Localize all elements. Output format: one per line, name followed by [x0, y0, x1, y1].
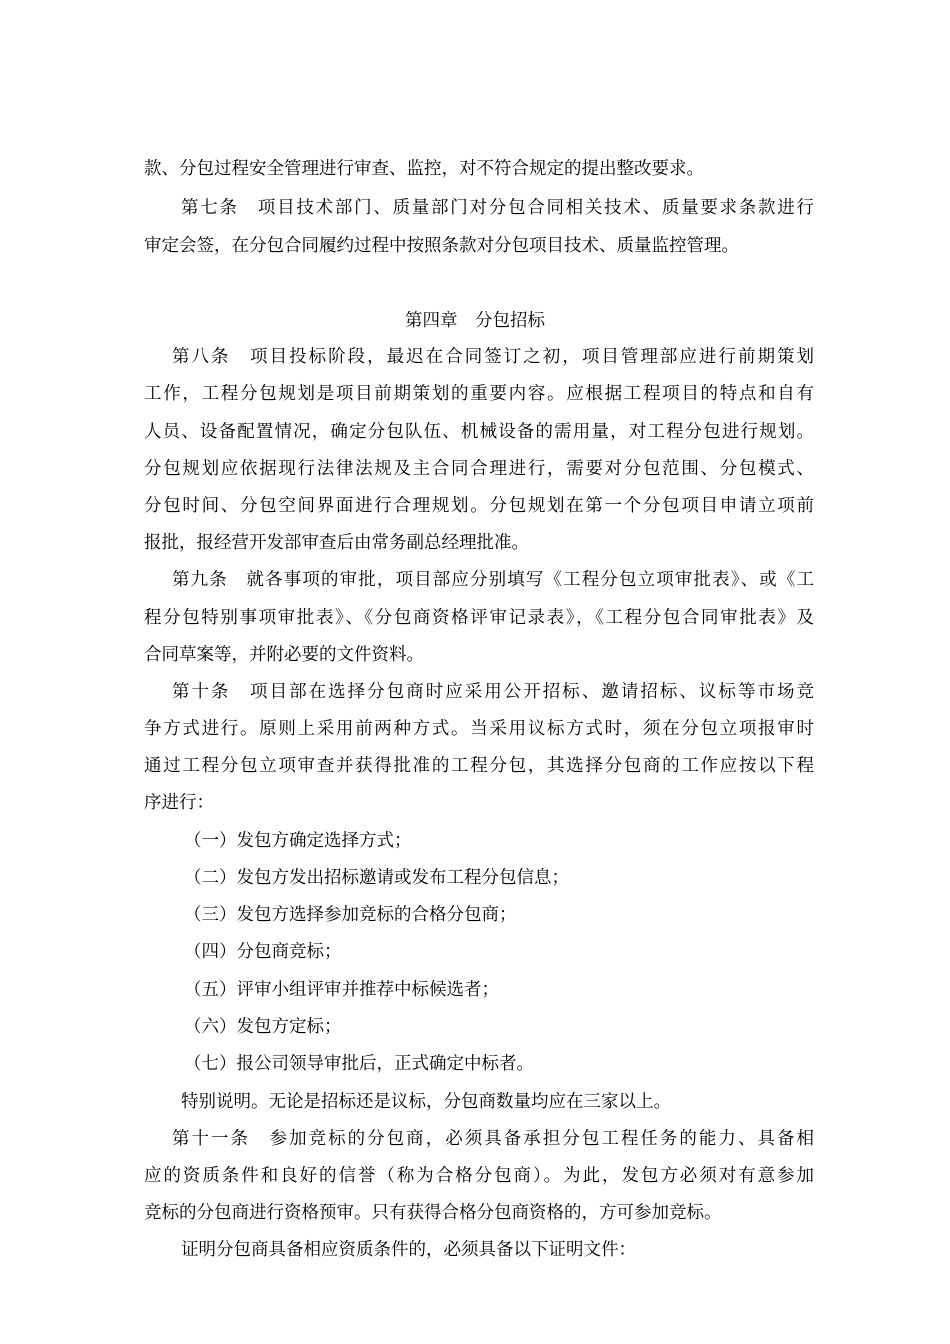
article-11-line-1: 第十一条 参加竞标的分包商，必须具备承担分包工程任务的能力、具备相: [172, 1129, 814, 1149]
list-item: （五）评审小组评审并推荐中标候选者；: [184, 980, 499, 1000]
article-10-line-2: 争方式进行。原则上采用前两种方式。当采用议标方式时，须在分包立项报审时: [144, 719, 814, 739]
chapter-4-heading: 第四章 分包招标: [405, 311, 545, 331]
article-8-line-3: 人员、设备配置情况，确定分包队伍、机械设备的需用量，对工程分包进行规划。: [144, 422, 814, 442]
article-9-line-1: 第九条 就各事项的审批，项目部应分别填写《工程分包立项审批表》、或《工: [172, 570, 814, 590]
article-10-line-3: 通过工程分包立项审查并获得批准的工程分包，其选择分包商的工作应按以下程: [144, 756, 814, 776]
article-8-line-1: 第八条 项目投标阶段，最迟在合同签订之初，项目管理部应进行前期策划: [172, 347, 814, 367]
article-9-line-3: 合同草案等，并附必要的文件资料。: [144, 645, 424, 665]
article-8-line-2: 工作，工程分包规划是项目前期策划的重要内容。应根据工程项目的特点和自有: [144, 384, 814, 404]
list-item: （四）分包商竞标；: [184, 942, 342, 962]
article-10-line-4: 序进行：: [144, 793, 214, 813]
article-7-line-2: 审定会签，在分包合同履约过程中按照条款对分包项目技术、质量监控管理。: [144, 236, 739, 256]
article-11-line-3: 竞标的分包商进行资格预审。只有获得合格分包商资格的，方可参加竞标。: [144, 1203, 722, 1223]
article-11-line-4: 证明分包商具备相应资质条件的，必须具备以下证明文件：: [181, 1240, 636, 1260]
paragraph-line: 款、分包过程安全管理进行审查、监控，对不符合规定的提出整改要求。: [144, 159, 704, 179]
article-8-line-4: 分包规划应依据现行法律法规及主合同合理进行，需要对分包范围、分包模式、: [144, 459, 814, 479]
article-8-line-6: 报批，报经营开发部审查后由常务副总经理批准。: [144, 533, 529, 553]
special-note: 特别说明。无论是招标还是议标，分包商数量均应在三家以上。: [181, 1092, 671, 1112]
list-item: （七）报公司领导审批后，正式确定中标者。: [184, 1054, 534, 1074]
list-item: （二）发包方发出招标邀请或发布工程分包信息；: [184, 868, 569, 888]
article-8-line-5: 分包时间、分包空间界面进行合理规划。分包规划在第一个分包项目申请立项前: [144, 496, 814, 516]
list-item: （六）发包方定标；: [184, 1017, 342, 1037]
list-item: （三）发包方选择参加竞标的合格分包商；: [184, 905, 517, 925]
list-item: （一）发包方确定选择方式；: [184, 831, 412, 851]
article-9-line-2: 程分包特别事项审批表》、《分包商资格评审记录表》，《工程分包合同审批表》及: [144, 608, 814, 628]
article-10-line-1: 第十条 项目部在选择分包商时应采用公开招标、邀请招标、议标等市场竞: [172, 682, 814, 702]
article-7-line-1: 第七条 项目技术部门、质量部门对分包合同相关技术、质量要求条款进行: [181, 198, 814, 218]
article-11-line-2: 应的资质条件和良好的信誉（称为合格分包商）。为此，发包方必须对有意参加: [144, 1166, 814, 1186]
